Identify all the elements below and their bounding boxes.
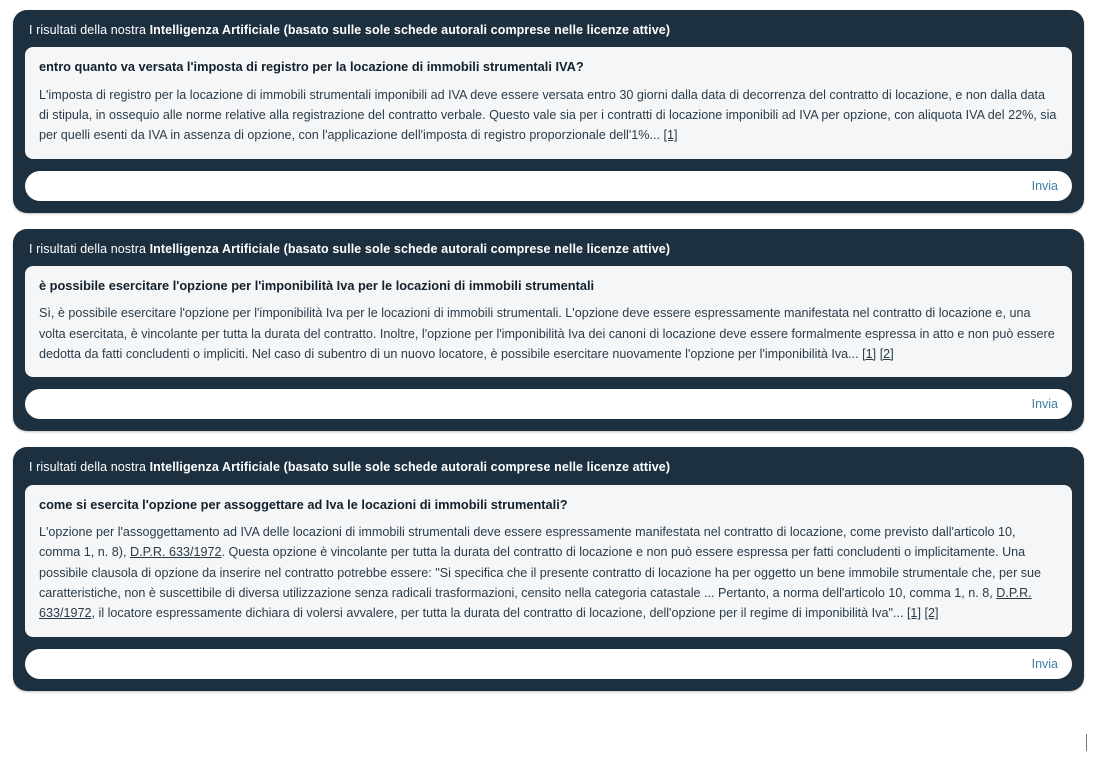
- card-header-prefix: I risultati della nostra: [29, 241, 150, 256]
- send-button[interactable]: Invia: [1031, 178, 1058, 193]
- card-header: [25, 239, 1072, 266]
- question-text: entro quanto va versata l'imposta di registro per la locazione di immobili strumentali IVA?: [39, 59, 584, 75]
- answer-body: L'imposta di registro per la locazione di immobili strumentali imponibili ad IVA deve essere versata entro 30 giorni dalla data di decorrenza del contratto di locazione, e non dalla data di stipula, in ossequio alle norme relative alla registrazione del contratto verbale. Questo vale sia per i contratti di locazione imponibili ad IVA per opzione, con aliquota IVA del 22%, sia per quelli esenti da IVA in assenza di opzione, con l'applicazione dell'imposta di registro proporzionale dell'1%...: [39, 87, 1057, 143]
- reference-link-1[interactable]: [1]: [663, 128, 678, 143]
- question-input-row[interactable]: [25, 649, 1072, 679]
- answer-box: [25, 266, 1072, 377]
- reference-link-2[interactable]: [2]: [879, 346, 894, 361]
- ai-result-card: [13, 229, 1084, 432]
- card-header-prefix: I risultati della nostra: [29, 460, 150, 475]
- question-input-row[interactable]: [25, 171, 1072, 201]
- card-header-prefix: I risultati della nostra: [29, 23, 150, 37]
- dpr-link-2[interactable]: D.P.R. 633/1972: [39, 586, 1032, 621]
- card-header: [25, 20, 1072, 47]
- answer-text: [39, 522, 1058, 624]
- reference-link-1[interactable]: [1]: [906, 606, 921, 621]
- card-header-bold: Intelligenza Artificiale (basato sulle sole schede autorali comprese nelle licenze attive): [149, 460, 671, 475]
- answer-body: Sì, è possibile esercitare l'opzione per l'imponibilità Iva per le locazioni di immobili strumentali. L'opzione deve essere espressamente manifestata nel contratto di locazione e, una volta esercitata, è vincolante per tutta la durata del contratto. Inoltre, l'opzione per l'imponibilità Iva dei canoni di locazione deve essere formalmente espressa in atto e non può essere dedotta da fatti concludenti o impliciti. Nel caso di subentro di un nuovo locatore, è possibile esercitare nuovamente l'opzione per l'imponibilità Iva...: [39, 306, 1055, 361]
- question-text: è possibile esercitare l'opzione per l'imponibilità Iva per le locazioni di immobili strumentali: [39, 277, 595, 293]
- reference-link-1[interactable]: [1]: [862, 346, 877, 361]
- card-header-bold: Intelligenza Artificiale (basato sulle sole schede autorali comprese nelle licenze attive): [149, 23, 671, 37]
- question-text: come si esercita l'opzione per assoggettare ad Iva le locazioni di immobili strumentali?: [39, 496, 568, 512]
- answer-text: [39, 85, 1058, 146]
- dpr-link-1[interactable]: D.P.R. 633/1972: [130, 545, 222, 560]
- ai-result-card: [13, 447, 1084, 690]
- answer-text: [39, 303, 1058, 364]
- text-cursor: [1086, 734, 1087, 751]
- reference-link-2[interactable]: [2]: [924, 606, 939, 621]
- card-header: [25, 457, 1072, 484]
- answer-part: , il locatore espressamente dichiara di volersi avvalere, per tutta la durata del contratto di locazione, dell'opzione per il regime di imponibilità Iva"...: [91, 606, 907, 621]
- answer-box: [25, 47, 1072, 158]
- answer-box: [25, 485, 1072, 637]
- question-input-row[interactable]: [25, 389, 1072, 419]
- answer-part: L'opzione per l'assoggettamento ad IVA delle locazioni di immobili strumentali deve essere espressamente manifestata nel contratto di locazione, come previsto dall'articolo 10, comma 1, n. 8),: [39, 524, 1016, 560]
- card-header-bold: Intelligenza Artificiale (basato sulle sole schede autorali comprese nelle licenze attive): [149, 241, 671, 256]
- answer-part: . Questa opzione è vincolante per tutta la durata del contratto di locazione e non può essere espressa per fatti concludenti o implicitamente. Una possibile clausola di opzione da inserire nel contratto potrebbe essere: "Si specifica che il presente contratto di locazione ha per oggetto un bene immobile strumentale che, per sue caratteristiche, non è suscettibile di diversa utilizzazione senza radicali trasformazioni, censito nella categoria catastale ... Pertanto, a norma dell'articolo 10, comma 1, n. 8,: [39, 545, 1042, 601]
- send-button[interactable]: Invia: [1031, 397, 1058, 412]
- ai-result-card: [13, 10, 1084, 213]
- send-button[interactable]: Invia: [1031, 656, 1058, 671]
